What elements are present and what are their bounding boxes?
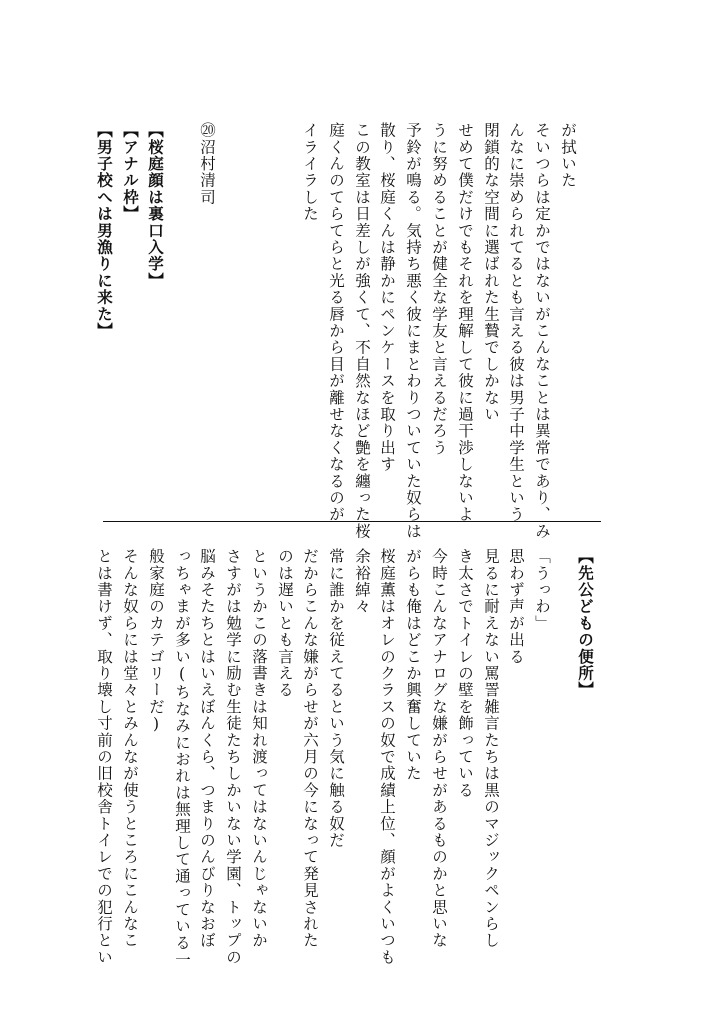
text-line: 常に誰かを従えてるという気に触る奴だ: [327, 548, 345, 849]
text-line: が拭いた: [559, 122, 577, 189]
text-line: 見るに耐えない罵詈雑言たちは黒のマジックペンらし: [482, 548, 500, 949]
text-line: さすがは勉学に励む生徒たちしかいない学園、トップの: [224, 548, 242, 966]
text-line: んなに崇められてるとも言える彼は男子中学生という: [507, 122, 525, 523]
text-line: 今時こんなアナログな嫌がらせがあるものかと思いな: [430, 548, 448, 949]
text-line: がらも俺はどこか興奮していた: [404, 548, 422, 782]
text-line: せめて僕だけでもそれを理解して彼に過干渉しないよ: [456, 122, 474, 523]
section-divider: [103, 521, 601, 522]
text-line: 予鈴が鳴る。気持ち悪く彼にまとわりついていた奴らは: [404, 122, 422, 540]
text-line: 思わず声が出る: [507, 548, 525, 665]
profile-name: ⑳沼村清司: [198, 122, 216, 206]
text-line: うに努めることが健全な学友と言えるだろう: [430, 122, 448, 456]
text-line: 散り、桜庭くんは静かにペンケースを取り出す: [378, 122, 396, 473]
text-line: そんな奴らには堂々とみんなが使うところにこんなこ: [121, 548, 139, 949]
text-line: そいつらは定かではないがこんなことは異常であり、み: [533, 122, 551, 540]
profile-tag: 【桜庭顔は裏口入学】: [146, 122, 165, 289]
text-line: 余裕綽々: [353, 548, 371, 615]
text-line: とは書けず、取り壊し寸前の旧校舎トイレでの犯行とい: [95, 548, 113, 966]
text-line: 脳みそたちとはいえぼんくら、つまりのんびりなおぼ: [198, 548, 216, 949]
text-line: き太さでトイレの壁を飾っている: [456, 548, 474, 799]
section-heading: 【先公どもの便所】: [576, 548, 595, 699]
text-line: この教室は日差しが強くて、不自然なほど艶を纏った桜: [353, 122, 371, 540]
text-line: だからこんな嫌がらせが六月の今になって発見された: [301, 548, 319, 949]
text-line: 庭くんのてらてらと光る唇から目が離せなくなるのが: [327, 122, 345, 523]
text-line: イライラした: [301, 122, 319, 223]
profile-tag: 【男子校へは男漁りに来た】: [95, 122, 114, 340]
text-line: 般家庭のカテゴリーだ): [147, 548, 165, 735]
profile-tag: 【アナル枠】: [121, 122, 140, 223]
text-line: 桜庭薫はオレのクラスの奴で成績上位、顔がよくいつも: [378, 548, 396, 966]
text-line: のは遅いとも言える: [276, 548, 294, 699]
text-line: 「うっわ」: [533, 548, 551, 632]
text-line: っちゃまが多い(ちなみにおれは無理して通っている一: [173, 548, 191, 968]
text-line: 閉鎖的な空間に選ばれた生贄でしかない: [482, 122, 500, 423]
text-line: というかこの落書きは知れ渡ってはないんじゃないか: [250, 548, 268, 949]
